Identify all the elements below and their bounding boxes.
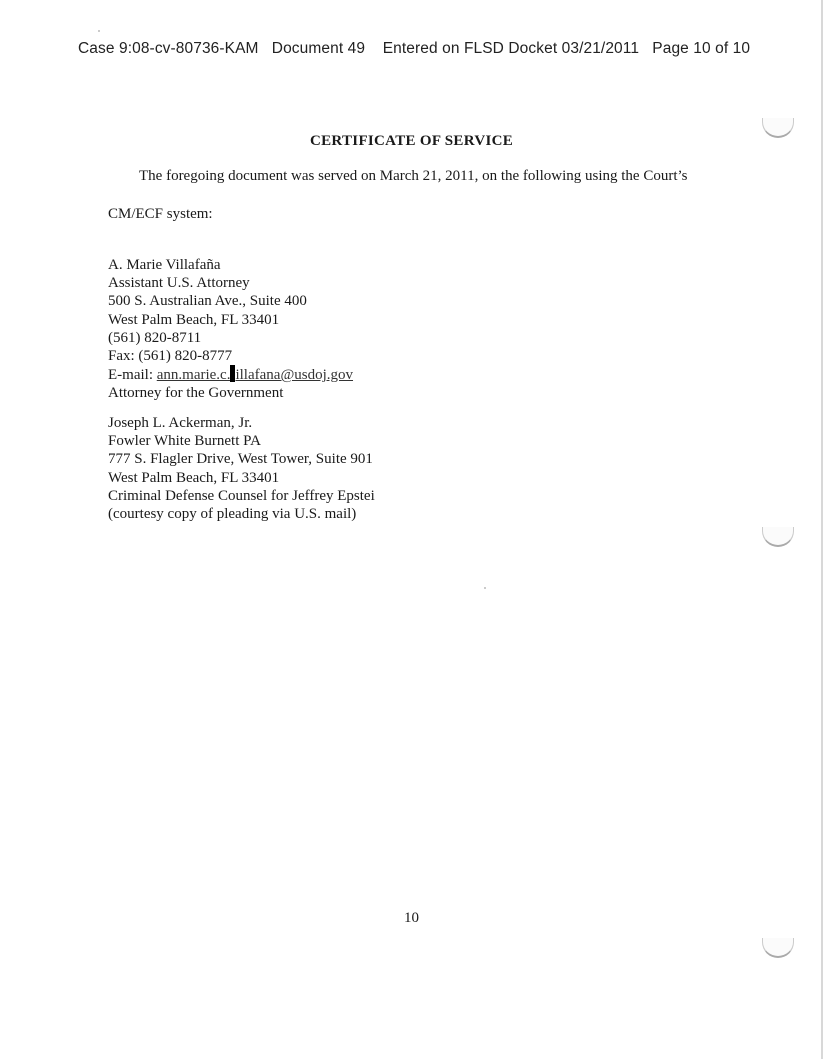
scan-speck	[98, 30, 100, 32]
header-page: Page 10 of 10	[652, 40, 751, 57]
certificate-title: CERTIFICATE OF SERVICE	[309, 133, 514, 149]
page-number: 10	[404, 910, 419, 926]
recipient-name: Joseph L. Ackerman, Jr.	[108, 415, 253, 431]
email-link[interactable]: ann.marie.c. illafana@usdoj.gov	[156, 367, 354, 384]
service-statement: The foregoing document was served on March 21, 2011, on the following using the Court’s	[139, 168, 688, 184]
recipient-phone: (561) 820-8711	[108, 329, 202, 346]
binder-hole-bottom	[762, 938, 794, 958]
recipient-block-government	[108, 256, 353, 403]
recipient-name: A. Marie Villafaña	[108, 257, 221, 273]
header-document-number: Document 49	[271, 40, 366, 57]
recipient-address-line2: West Palm Beach, FL 33401	[108, 311, 280, 328]
binder-hole-middle	[762, 527, 794, 547]
header-case-number: Case 9:08-cv-80736-KAM	[78, 40, 259, 57]
recipient-address-line2: West Palm Beach, FL 33401	[108, 469, 280, 486]
recipient-address-line1: 777 S. Flagler Drive, West Tower, Suite 901	[108, 451, 373, 468]
header-entered: Entered on FLSD Docket 03/21/2011	[382, 40, 640, 57]
recipient-note: (courtesy copy of pleading via U.S. mail)	[108, 506, 357, 523]
service-statement-continued: CM/ECF system:	[108, 206, 213, 222]
scan-speck	[484, 587, 486, 589]
recipient-email-line	[108, 365, 353, 384]
recipient-address-line1: 500 S. Australian Ave., Suite 400	[108, 293, 307, 310]
recipient-firm: Fowler White Burnett PA	[108, 433, 261, 450]
docket-header	[78, 40, 750, 58]
recipient-role: Attorney for the Government	[108, 385, 284, 402]
recipient-block-defense	[108, 414, 375, 523]
email-label: E-mail:	[108, 367, 157, 384]
recipient-role: Criminal Defense Counsel for Jeffrey Epstei	[108, 487, 375, 504]
recipient-title: Assistant U.S. Attorney	[108, 275, 250, 292]
recipient-fax: Fax: (561) 820-8777	[108, 348, 233, 365]
